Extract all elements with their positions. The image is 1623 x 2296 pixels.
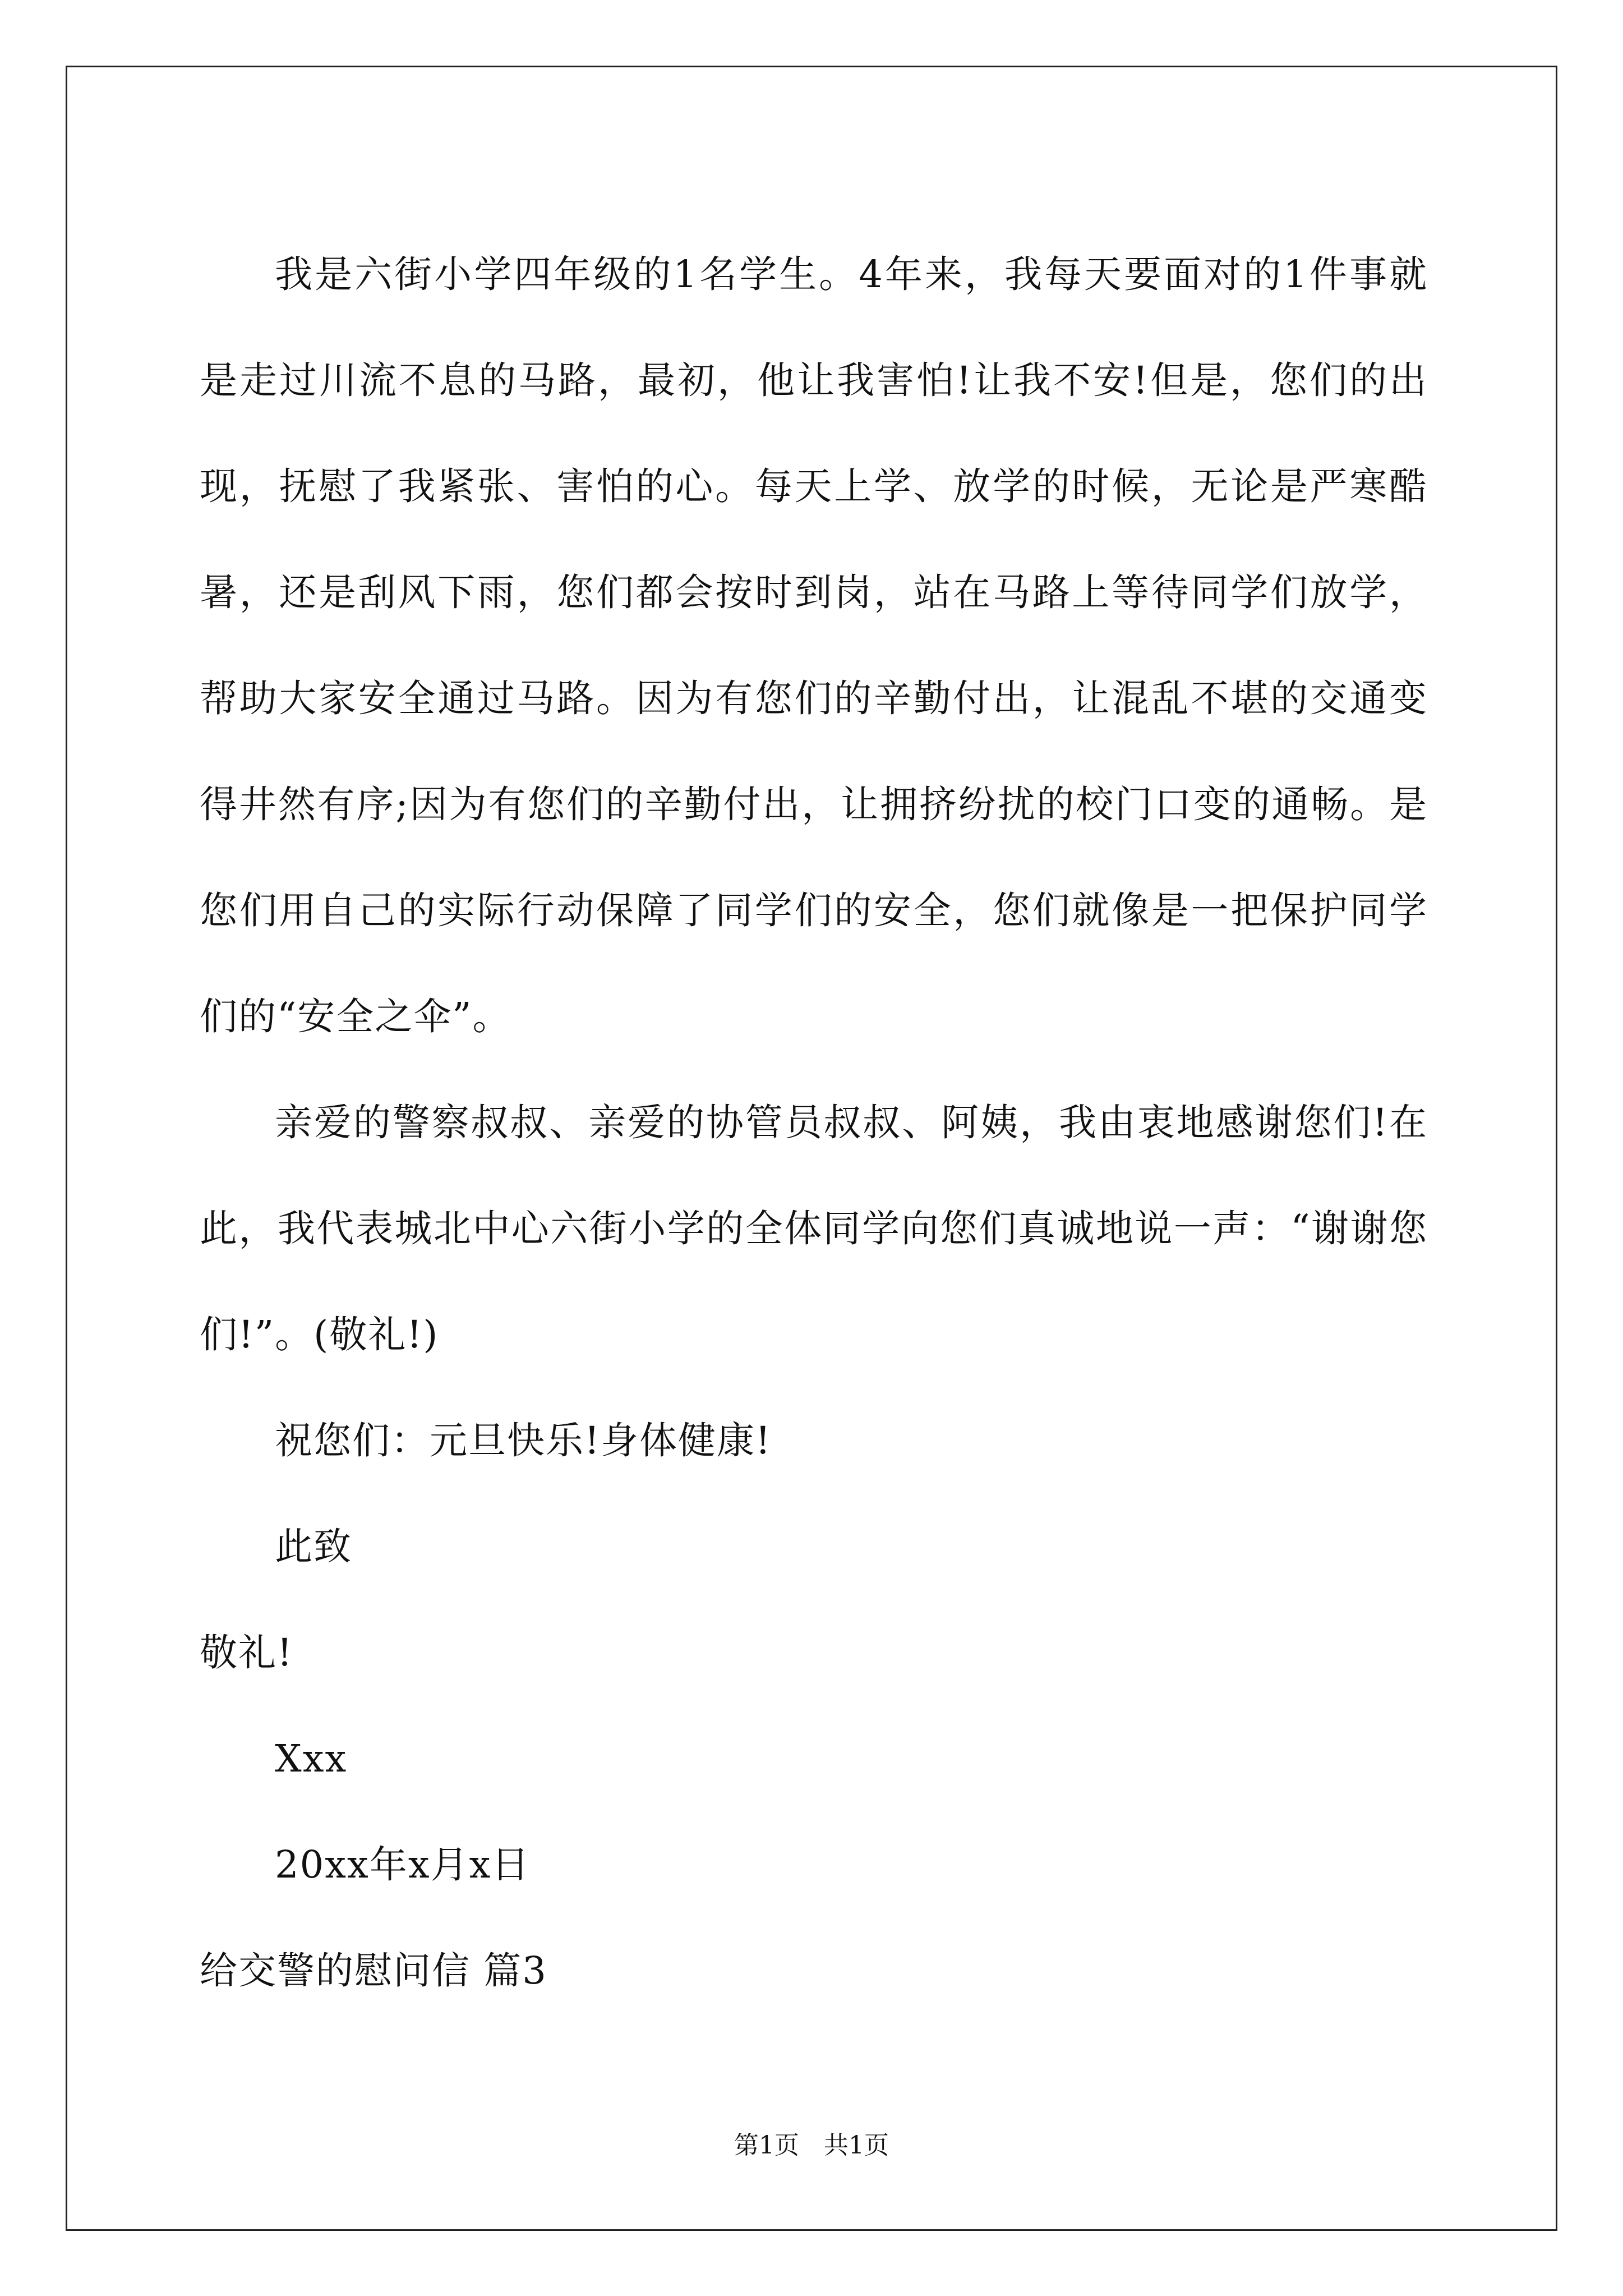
page-footer: 第1页 共1页 (734, 2131, 889, 2160)
paragraph-2: 亲爱的警察叔叔、亲爱的协管员叔叔、阿姨，我由衷地感谢您们!在此，我代表城北中心六街小学的全体同学向您们真诚地说一声：“谢谢您们!”。(敬礼!) (200, 1101, 1428, 1356)
paragraph-1: 我是六街小学四年级的1名学生。4年来，我每天要面对的1件事就是走过川流不息的马路，最初，他让我害怕!让我不安!但是，您们的出现，抚慰了我紧张、害怕的心。每天上学、放学的时候，无论是严寒酷暑，还是刮风下雨，您们都会按时到岗，站在马路上等待同学们放学，帮助大家安全通过马路。因为有您们的辛勤付出，让混乱不堪的交通变得井然有序;因为有您们的辛勤付出，让拥挤纷扰的校门口变的通畅。是您们用自己的实际行动保障了同学们的安全，您们就像是一把保护同学们的“安全之伞”。 (200, 252, 1428, 1038)
signature: Xxx (275, 1737, 348, 1780)
wish-line: 祝您们：元旦快乐!身体健康! (275, 1419, 772, 1462)
closing-line: 此致 (275, 1525, 352, 1568)
salute-line: 敬礼! (200, 1631, 293, 1674)
date-line: 20xx年x月x日 (275, 1843, 531, 1887)
document-body (200, 222, 1428, 2024)
section-title: 给交警的慰问信 篇3 (200, 1949, 547, 1993)
